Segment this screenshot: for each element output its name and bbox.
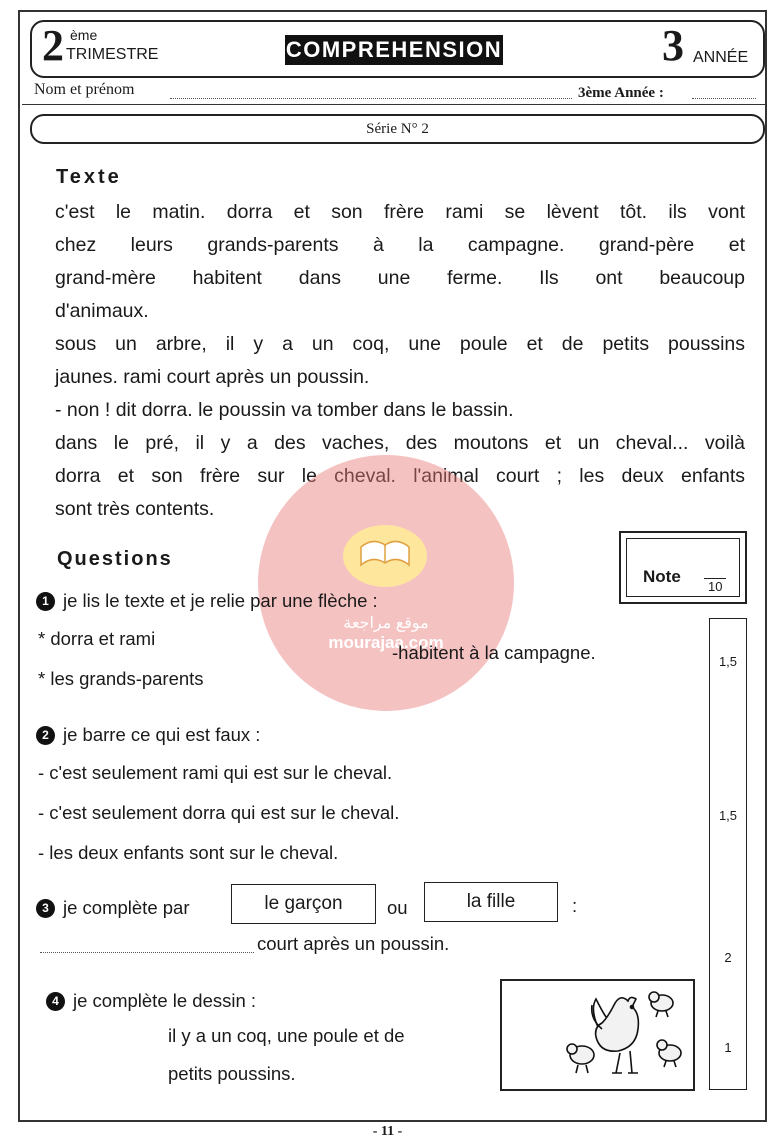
text-line: grand-mère habitent dans une ferme. Ils ont beaucoup bbox=[55, 267, 745, 289]
name-label: Nom et prénom bbox=[34, 81, 135, 98]
watermark-arabic: موقع مراجعة bbox=[343, 615, 429, 632]
year-label: ANNÉE bbox=[693, 49, 749, 66]
q4-line2: petits poussins. bbox=[168, 1063, 296, 1084]
q4-text: je complète le dessin : bbox=[73, 990, 257, 1011]
text-line: d'animaux. bbox=[55, 300, 149, 322]
page-title: COMPREHENSION bbox=[285, 35, 503, 65]
q3-colon: : bbox=[572, 895, 578, 916]
q1-number: 1 bbox=[36, 592, 55, 611]
option-girl[interactable]: la fille bbox=[424, 882, 558, 922]
q2-text: je barre ce qui est faux : bbox=[63, 724, 261, 745]
drawing-box[interactable] bbox=[500, 979, 695, 1091]
q4-number: 4 bbox=[46, 992, 65, 1011]
rooster-chicks-drawing bbox=[502, 981, 693, 1089]
questions-heading: Questions bbox=[57, 548, 173, 570]
text-line: - non ! dit dorra. le poussin va tomber dans le bassin. bbox=[55, 399, 514, 421]
q1-right-item[interactable]: -habitent à la campagne. bbox=[392, 642, 596, 663]
q2-option[interactable]: - c'est seulement rami qui est sur le cheval. bbox=[38, 762, 393, 783]
trimester-number: 2 bbox=[42, 21, 64, 70]
note-label: Note bbox=[643, 567, 681, 586]
class-label: 3ème Année : bbox=[578, 85, 664, 101]
divider bbox=[22, 104, 765, 105]
book-icon bbox=[343, 525, 427, 587]
note-total: 10 bbox=[704, 578, 726, 594]
score-q3: 2 bbox=[724, 950, 732, 965]
text-line: jaunes. rami court après un poussin. bbox=[55, 366, 370, 388]
q2-option[interactable]: - c'est seulement dorra qui est sur le cheval. bbox=[38, 802, 400, 823]
text-line: chez leurs grands-parents à la campagne. grand-père et bbox=[55, 234, 745, 256]
q1-left-item[interactable]: * les grands-parents bbox=[38, 668, 204, 689]
q3-answer-field[interactable] bbox=[40, 952, 254, 953]
watermark bbox=[258, 455, 514, 711]
text-line: dans le pré, il y a des vaches, des moutons et un cheval... voilà bbox=[55, 432, 745, 454]
class-field[interactable] bbox=[692, 98, 756, 99]
q3-instruction bbox=[36, 897, 189, 919]
q4-line1: il y a un coq, une poule et de bbox=[168, 1025, 405, 1046]
watermark-latin: mourajaa.com bbox=[328, 633, 444, 652]
q2-instruction bbox=[36, 724, 260, 746]
q2-number: 2 bbox=[36, 726, 55, 745]
text-line: sont très contents. bbox=[55, 498, 215, 520]
trimester-label: TRIMESTRE bbox=[66, 46, 159, 63]
name-field[interactable] bbox=[170, 98, 572, 99]
text-line: dorra et son frère sur le cheval. l'animal court ; les deux enfants bbox=[55, 465, 745, 487]
q1-text: je lis le texte et je relie par une flèche : bbox=[63, 590, 378, 611]
text-heading: Texte bbox=[56, 166, 122, 188]
q3-number: 3 bbox=[36, 899, 55, 918]
text-line: sous un arbre, il y a un coq, une poule et de petits poussins bbox=[55, 333, 745, 355]
score-q2: 1,5 bbox=[718, 808, 738, 823]
q3-sentence: court après un poussin. bbox=[257, 933, 450, 954]
q1-left-item[interactable]: * dorra et rami bbox=[38, 628, 156, 649]
score-q1: 1,5 bbox=[718, 654, 738, 669]
year-number: 3 bbox=[662, 21, 684, 70]
q1-instruction bbox=[36, 590, 378, 612]
serie-banner: Série N° 2 bbox=[30, 114, 765, 144]
score-column bbox=[709, 618, 747, 1090]
page-number: - 11 - bbox=[372, 1124, 403, 1139]
or-word: ou bbox=[387, 897, 408, 918]
text-line: c'est le matin. dorra et son frère rami se lèvent tôt. ils vont bbox=[55, 201, 745, 223]
q2-option[interactable]: - les deux enfants sont sur le cheval. bbox=[38, 842, 339, 863]
option-boy[interactable]: le garçon bbox=[231, 884, 376, 924]
q3-text: je complète par bbox=[63, 897, 190, 918]
q4-instruction bbox=[46, 990, 256, 1012]
trimester-superscript: ème bbox=[70, 27, 98, 43]
score-q4: 1 bbox=[724, 1040, 732, 1055]
